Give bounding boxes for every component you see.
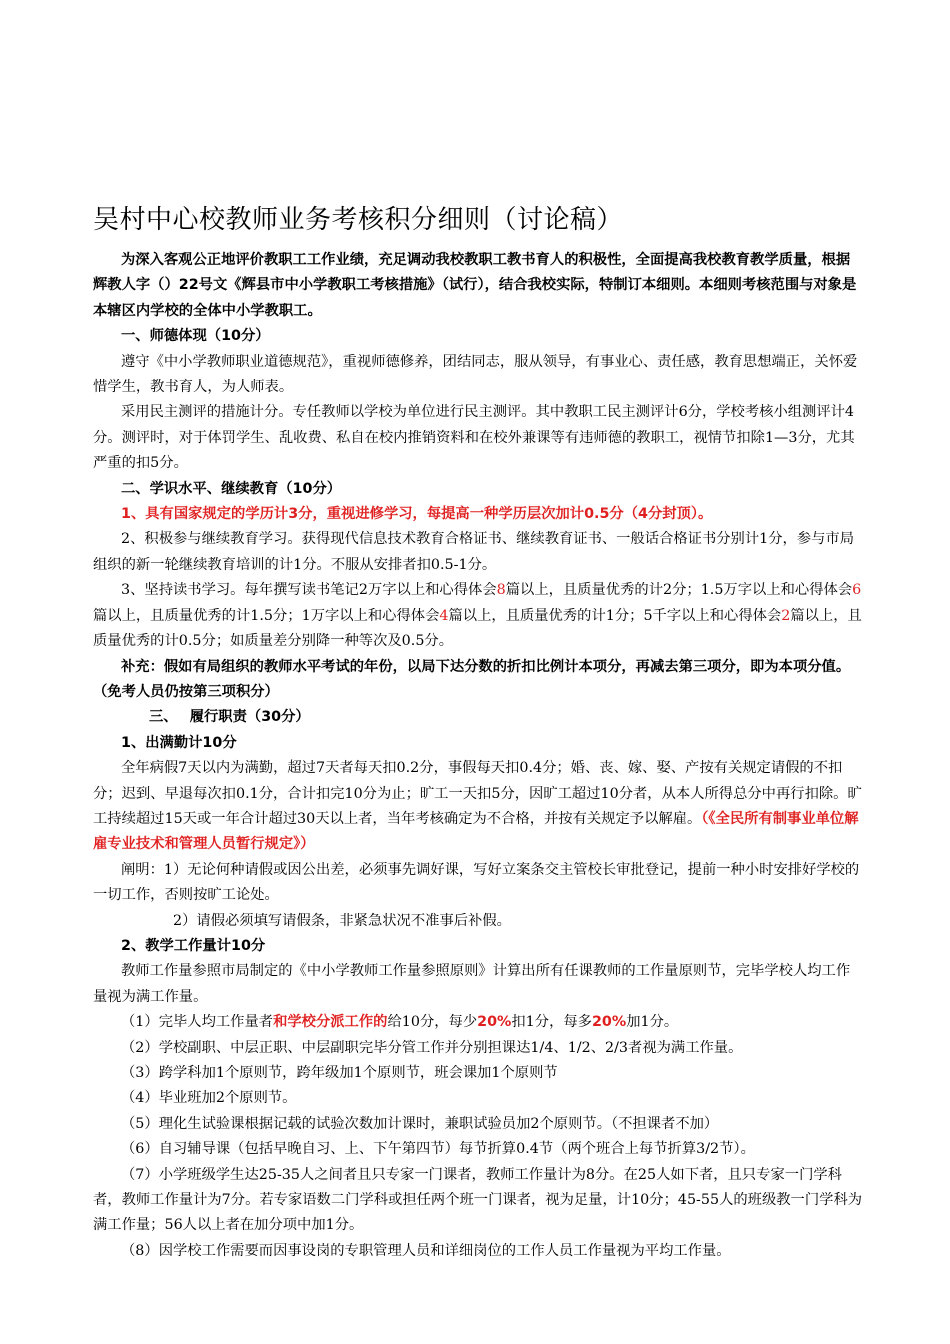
section-1-heading: 一、师德体现（10分） bbox=[121, 328, 270, 345]
workload-item-1-text-c: 给10分，每少 bbox=[387, 1014, 478, 1031]
item-3-num-3: 4 bbox=[439, 607, 449, 624]
section-3-heading: 三、 履行职责（30分） bbox=[149, 709, 310, 726]
document-title: 吴村中心校教师业务考核积分细则（讨论稿） bbox=[93, 205, 624, 235]
section-3-sub-2-heading: 2、教学工作量计10分 bbox=[121, 937, 266, 954]
workload-item-7: （7）小学班级学生达25-35人之间者且只专家一门课者，教师工作量计为8分。在25人如下者，且只专家一门学科者，教师工作量计为7分。若专家语数二门学科或担任两个班一门课者，视为足量，计10分；45-55人的班级教一门学科为满工作量；56人以上者在加分项中加1分。 bbox=[93, 1166, 863, 1234]
item-3-text-b: 篇以上，且质量优秀的计2分；1.5万字以上和心得体会 bbox=[505, 582, 853, 599]
section-2-item-2: 2、积极参与继续教育学习。获得现代信息技术教育合格证书、继续教育证书、一般话合格证书分别计1分，参与市局组织的新一轮继续教育培训的计1分。不服从安排者扣0.5-1分。 bbox=[93, 531, 855, 573]
workload-item-1-text-a: （1）完毕人均工作量者 bbox=[121, 1014, 274, 1031]
section-2-item-1: 1、具有国家规定的学历计3分，重视进修学习，每提高一种学历层次加计0.5分（4分封顶）。 bbox=[121, 506, 713, 523]
workload-item-4: （4）毕业班加2个原则节。 bbox=[121, 1090, 297, 1107]
attendance-text: 全年病假7天以内为满勤，超过7天者每天扣0.2分，事假每天扣0.4分；婚、丧、嫁、娶、产按有关规定请假的不扣分；迟到、早退每次扣0.1分，合计扣完10分为止；旷工一天扣5分，因旷工超过10分者，从本人所得总分中再行扣除。旷工持续超过15天或一年合计超过30天以上者，当年考核确定为不合格，并按有关规定予以解雇。 bbox=[93, 760, 862, 827]
workload-item-1-highlight: 和学校分派工作的 bbox=[273, 1014, 388, 1031]
item-3-text-a: 3、坚持读书学习。每年撰写读书笔记2万字以上和心得体会 bbox=[121, 582, 497, 599]
workload-item-1 bbox=[93, 1010, 863, 1035]
workload-item-5: （5）理化生试验课根据记载的试验次数加计课时，兼职试验员加2个原则节。（不担课者不加） bbox=[121, 1115, 719, 1132]
item-3-num-2: 6 bbox=[852, 582, 862, 599]
section-2-heading: 二、学识水平、继续教育（10分） bbox=[121, 480, 342, 497]
intro-paragraph: 为深入客观公正地评价教职工工作业绩，充足调动我校教职工教书育人的积极性，全面提高我校教育教学质量，根据辉教人字（）22号文《辉县市中小学教职工考核措施》（试行），结合我校实际，特制订本细则。本细则考核范围与对象是本辖区内学校的全体中小学教职工。 bbox=[93, 252, 857, 319]
workload-item-1-text-e: 扣1分，每多 bbox=[511, 1014, 592, 1031]
section-3-sub-1-heading: 1、出满勤计10分 bbox=[121, 734, 237, 751]
workload-item-1-percent-2: 20% bbox=[591, 1014, 627, 1031]
item-3-text-d: 篇以上，且质量优秀的计1分；5千字以上和心得体会 bbox=[448, 607, 782, 624]
item-3-text-e: 篇以上，且质量优秀的计0.5分；如质量差分别降一种等次及0.5分。 bbox=[93, 607, 862, 650]
section-2-supplement: 补充：假如有局组织的教师水平考试的年份，以局下达分数的折扣比例计本项分，再减去第三项分，即为本项分值。（免考人员仍按第三项积分） bbox=[93, 658, 851, 700]
document-page bbox=[93, 200, 863, 1264]
workload-item-6: （6）自习辅导课（包括早晚自习、上、下午第四节）每节折算0.4节（两个班合上每节折算3/2节）。 bbox=[121, 1141, 755, 1158]
workload-item-1-percent-1: 20% bbox=[477, 1014, 512, 1031]
attendance-note-1: 阐明：1）无论何种请假或因公出差，必须事先调好课，写好立案条交主管校长审批登记，提前一种小时安排好学校的一切工作，否则按旷工论处。 bbox=[93, 861, 860, 904]
workload-item-2: （2）学校副职、中层正职、中层副职完毕分管工作并分别担课达1/4、1/2、2/3者视为满工作量。 bbox=[121, 1039, 743, 1056]
item-3-num-4: 2 bbox=[781, 607, 791, 624]
workload-item-1-text-g: 加1分。 bbox=[626, 1014, 679, 1031]
workload-paragraph: 教师工作量参照市局制定的《中小学教师工作量参照原则》计算出所有任课教师的工作量原则节，完毕学校人均工作量视为满工作量。 bbox=[93, 963, 851, 1005]
workload-item-8: （8）因学校工作需要而因事设岗的专职管理人员和详细岗位的工作人员工作量视为平均工作量。 bbox=[121, 1242, 731, 1259]
section-1-paragraph-1: 遵守《中小学教师职业道德规范》，重视师德修养，团结同志，服从领导，有事业心、责任感，教育思想端正，关怀爱惜学生，教书育人，为人师表。 bbox=[93, 353, 858, 396]
attendance-paragraph bbox=[93, 756, 863, 858]
item-3-text-c: 篇以上，且质量优秀的计1.5分；1万字以上和心得体会 bbox=[93, 607, 440, 624]
attendance-regulation-reference: （《全民所有制事业单位解雇专业技术和管理人员暂行规定》） bbox=[93, 810, 859, 853]
attendance-note-2: 2）请假必须填写请假条，非紧急状况不准事后补假。 bbox=[173, 912, 511, 929]
section-2-item-3 bbox=[93, 578, 863, 654]
item-3-num-1: 8 bbox=[496, 582, 506, 599]
section-1-paragraph-2: 采用民主测评的措施计分。专任教师以学校为单位进行民主测评。其中教职工民主测评计6分，学校考核小组测评计4分。测评时，对于体罚学生、乱收费、私自在校内推销资料和在校外兼课等有违师德的教职工，视情节扣除1—3分，尤其严重的扣5分。 bbox=[93, 404, 855, 472]
workload-item-3: （3）跨学科加1个原则节，跨年级加1个原则节，班会课加1个原则节 bbox=[121, 1065, 558, 1081]
